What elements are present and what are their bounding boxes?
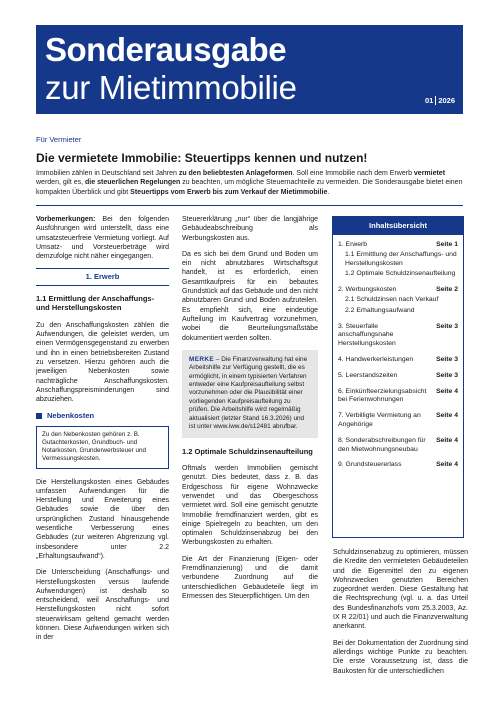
toc-entry-page: Seite 3 xyxy=(436,371,458,379)
article-kicker: Für Vermieter xyxy=(36,135,82,144)
toc-entry-label: 6. Einkünfteerzielungsabsicht bei Ferienwohnungen xyxy=(338,387,427,404)
nebenkosten-box: Zu den Nebenkosten gehören z. B. Gutachterkosten, Grundbuch- und Notarkosten, Grunderwerbsteuer und Vermessungskosten. xyxy=(36,426,169,469)
paragraph: Oftmals werden Immobilien gemischt genutzt. Dies bedeutet, dass z. B. das Erdgeschoss für eigene Wohnzwecke verwendet und das Obergeschoss vermietet wird. Soll eine gemischt genutzte Immobilie fremdfinanziert werden, gibt es einige Spielregeln zu beachten, um den optimalen Schuldzinsenabzug bei den Werbungskosten zu erhalten. xyxy=(182,465,318,547)
preliminary-remarks-text: Bei den folgenden Ausführungen wird unterstellt, dass eine umsatzsteuerfreie Vermietung vorliegt. Auf Umsatz- und Vorsteuerbeträge wird demzufolge nicht näher eingegangen. xyxy=(36,216,169,261)
toc-entry-page: Seite 4 xyxy=(436,461,458,469)
merke-text: – Die Finanzverwaltung hat eine Arbeitshilfe zur Verfügung gestellt, die es ermöglicht, in einem typisierten Verfahren entweder eine Kaufpreisaufteilung selbst vorzunehmen oder die Plausibilität einer vorliegenden Kaufpreisaufteilung zu prüfen. Die Arbeitshilfe wird regelmäßig aktualisiert (letzter Stand 16.3.2026) und ist unter www.iww.de/s12481 abrufbar. xyxy=(189,355,308,431)
toc-entry-label: 7. Verbilligte Vermietung an Angehörige xyxy=(338,412,421,428)
toc-entry-page: Seite 3 xyxy=(436,322,458,330)
toc-entry-label: 5. Leerstandszeiten xyxy=(338,371,398,379)
toc-entry[interactable] xyxy=(338,461,458,470)
toc-entry-page: Seite 2 xyxy=(436,286,458,294)
subheading-1-1: 1.1 Ermittlung der Anschaffungs- und Herstellungskosten xyxy=(36,293,155,313)
issue-year: 2026 xyxy=(438,96,455,105)
toc-subentry: 1.1 Ermittlung der Anschaffungs- und Herstellungskosten xyxy=(345,250,457,267)
issue-number xyxy=(425,96,455,105)
toc-subentry: 1.2 Optimale Schuldzinsenaufteilung xyxy=(345,270,456,278)
toc-entry-page: Seite 1 xyxy=(436,241,458,248)
article-lead xyxy=(36,169,463,197)
table-of-contents xyxy=(332,216,464,538)
toc-entry[interactable] xyxy=(338,356,458,365)
toc-entry-label: 8. Sonderabschreibungen für den Mietwohnungsneubau xyxy=(338,436,426,453)
masthead-title-line2: zur Mietimmobilie xyxy=(45,69,297,106)
toc-entry-page: Seite 3 xyxy=(436,355,458,363)
column-2 xyxy=(182,215,318,608)
masthead xyxy=(36,25,463,114)
merke-label: MERKE xyxy=(189,355,215,363)
preliminary-remarks xyxy=(36,215,169,261)
section-heading-erwerb: 1. Erwerb xyxy=(36,268,169,285)
subheading-1-2: 1.2 Optimale Schuldzinsenaufteilung xyxy=(182,446,313,456)
lead-separator xyxy=(36,205,463,206)
lead-part: . xyxy=(327,188,330,196)
lead-part-bold: Steuertipps vom Erwerb bis zum Verkauf der Mietimmobilie xyxy=(130,188,328,196)
toc-entry[interactable] xyxy=(338,286,458,315)
paragraph: Schuldzinsenabzug zu optimieren, müssen die Kredite den vermieteten Gebäudeteilen und die Eigenmittel den zu eigenen Wohnzwecken genutzten Bereichen zugeordnet werden. Diese Gestaltung hat die Rechtsprechung (vgl. u. a. das Urteil des Bundesfinanzhofs vom 25.3.2003, Az. IX R 22/01) und auch die Finanzverwaltung anerkannt. xyxy=(333,549,468,631)
paragraph: Zu den Anschaffungskosten zählen die Aufwendungen, die geleistet werden, um einen Vermögensgegenstand zu erwerben und ihn in einen betriebsbereiten Zustand zu versetzen. Hierzu gehören auch die jeweiligen Nebenkosten sowie nachträgliche Anschaffungskosten. Anschaffungspreisminderungen sind abzuziehen. xyxy=(36,321,169,404)
nebenkosten-title-text: Nebenkosten xyxy=(47,411,95,421)
lead-part: zu beachten, um mögliche Steuernachteile zu vermeiden. Die Sonderausgabe bietet einen kompakten Überblick und gibt xyxy=(36,179,463,196)
lead-part: werden, gilt es, xyxy=(36,179,86,187)
toc-subentry: 2.1 Schuldzinsen nach Verkauf xyxy=(345,295,439,303)
paragraph: Steuererklärung „nur“ über die langjährige Gebäudeabschreibung als Werbungskosten aus. xyxy=(182,216,318,242)
lead-part: Immobilien zählen in Deutschland seit Jahren xyxy=(36,170,179,177)
article-headline: Die vermietete Immobilie: Steuertipps kennen und nutzen! xyxy=(36,151,368,165)
paragraph: Bei der Dokumentation der Zuordnung sind allerdings wichtige Punkte zu beachten. Die erste Voraussetzung ist, dass die Baukosten für die unterschiedlichen xyxy=(333,639,468,675)
toc-title: Inhaltsübersicht xyxy=(333,217,463,235)
masthead-title-line1: Sonderausgabe xyxy=(45,31,287,68)
toc-subentry: 2.2 Erhaltungsaufwand xyxy=(345,306,415,314)
column-3 xyxy=(333,548,468,683)
toc-entry-page: Seite 4 xyxy=(436,387,458,395)
toc-entry-label: 3. Steuerfalle anschaffungsnahe Herstellungskosten xyxy=(338,322,396,348)
preliminary-remarks-label: Vorbemerkungen: xyxy=(36,216,96,223)
lead-part-bold: zu den beliebtesten Anlageformen xyxy=(178,170,293,177)
merke-box xyxy=(182,350,318,438)
toc-entry-page: Seite 4 xyxy=(436,412,458,420)
toc-entry-label: 2. Werbungskosten xyxy=(338,286,397,294)
paragraph: Die Unterscheidung (Anschaffungs- und Herstellungskosten versus laufende Aufwendungen) ist deshalb so entscheidend, weil Anschaffungs- und Herstellungskosten nicht sofort steuerwirksam geltend gemacht werden können. Diese Aufwendungen wirken sich in der xyxy=(36,569,169,642)
toc-entry[interactable] xyxy=(338,372,458,381)
square-bullet-icon xyxy=(36,413,42,419)
toc-entry-page: Seite 4 xyxy=(436,436,458,444)
toc-entry[interactable] xyxy=(338,412,458,430)
lead-part-bold: die steuerlichen Regelungen xyxy=(85,179,181,187)
issue-divider xyxy=(435,96,436,105)
toc-entry[interactable] xyxy=(338,437,458,455)
toc-entry-label: 1. Erwerb xyxy=(338,241,368,248)
toc-entry[interactable] xyxy=(338,388,458,406)
toc-entry[interactable] xyxy=(338,323,458,349)
toc-entry-label: 4. Handwerkerleistungen xyxy=(338,355,414,363)
paragraph: Die Art der Finanzierung (Eigen- oder Fremdfinanzierung) und die damit verbundene Zuordnung auf die unterschiedlichen Gebäudeteile liegt im Ermessen des Steuerpflichtigen. Um den xyxy=(182,555,318,600)
column-1 xyxy=(36,215,169,650)
paragraph: Da es sich bei dem Grund und Boden um ein nicht abnutzbares Wirtschaftsgut handelt, ist es erforderlich, einen Gesamtkaufpreis für ein bebautes Grundstück auf das Gebäude und den nicht abnutzbaren Grund und Boden aufzuteilen. Es empfiehlt sich, eine eindeutige Aufteilung im Kaufvertrag vorzunehmen, wobei die Beurteilungsmaßstäbe dokumentiert werden sollten. xyxy=(182,250,318,342)
toc-list xyxy=(333,235,463,470)
issue-num: 01 xyxy=(424,96,434,105)
nebenkosten-title xyxy=(36,411,169,420)
lead-part: . Soll eine Immobilie nach dem Erwerb xyxy=(292,170,414,177)
lead-part-bold: vermietet xyxy=(413,170,446,177)
toc-entry-label: 9. Grundsteuererlass xyxy=(338,461,402,469)
paragraph: Die Herstellungskosten eines Gebäudes umfassen Aufwendungen für die Herstellung und Erweiterung eines Gebäudes sowie die über den ursprünglichen Zustand hinausgehende wesentliche Verbesserung eines Gebäudes (zur weiteren Abgrenzung vgl. insbesondere unter 2.2 „Erhaltungsaufwand“). xyxy=(36,478,169,560)
toc-entry[interactable] xyxy=(338,241,458,279)
